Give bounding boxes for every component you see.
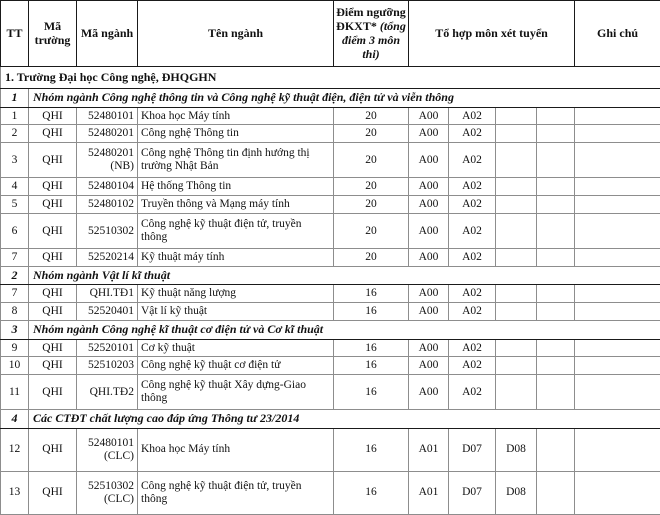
cell-ten-nganh: Vật lí kỹ thuật — [138, 303, 334, 321]
cell-to-hop-3: D08 — [496, 428, 537, 471]
cell-tt: 12 — [1, 428, 29, 471]
school-title-row — [1, 66, 660, 88]
cell-to-hop-3 — [496, 249, 537, 267]
cell-to-hop-3 — [496, 143, 537, 178]
cell-diem-nguong: 20 — [334, 214, 409, 249]
cell-diem-nguong: 16 — [334, 375, 409, 410]
cell-to-hop-2: A02 — [449, 375, 496, 410]
cell-ghi-chu — [575, 125, 660, 143]
cell-ma-truong: QHI — [29, 303, 77, 321]
cell-to-hop-3 — [496, 196, 537, 214]
ma-nganh-code: 52480201 — [88, 147, 134, 159]
cell-ten-nganh: Cơ kỹ thuật — [138, 339, 334, 357]
group-row — [1, 89, 660, 107]
cell-ten-nganh: Công nghệ kỹ thuật điện tử, truyền thông — [138, 214, 334, 249]
group-row — [1, 321, 660, 339]
cell-ghi-chu — [575, 303, 660, 321]
cell-ten-nganh: Công nghệ Thông tin — [138, 125, 334, 143]
cell-ma-truong: QHI — [29, 125, 77, 143]
cell-tt: 7 — [1, 249, 29, 267]
cell-ma-truong: QHI — [29, 214, 77, 249]
cell-to-hop-1: A00 — [409, 339, 449, 357]
table-row — [1, 143, 660, 178]
cell-to-hop-1: A01 — [409, 471, 449, 514]
cell-ten-nganh: Công nghệ kỹ thuật điện tử, truyền thông — [138, 471, 334, 514]
table-row — [1, 178, 660, 196]
cell-ghi-chu — [575, 143, 660, 178]
cell-to-hop-1: A01 — [409, 428, 449, 471]
ma-nganh-code: QHI.TĐ2 — [90, 386, 134, 398]
ma-nganh-suffix: (NB) — [80, 160, 134, 173]
cell-to-hop-1: A00 — [409, 125, 449, 143]
cell-ten-nganh: Công nghệ kỹ thuật cơ điện tử — [138, 357, 334, 375]
cell-ma-truong: QHI — [29, 249, 77, 267]
table-row — [1, 285, 660, 303]
cell-ma-nganh — [77, 196, 138, 214]
cell-to-hop-4 — [537, 178, 575, 196]
cell-tt: 2 — [1, 125, 29, 143]
table-row — [1, 125, 660, 143]
ma-nganh-code: 52480102 — [88, 198, 134, 210]
cell-tt: 7 — [1, 285, 29, 303]
cell-diem-nguong: 20 — [334, 178, 409, 196]
cell-ten-nganh: Công nghệ Thông tin định hướng thị trường Nhật Bản — [138, 143, 334, 178]
cell-to-hop-4 — [537, 107, 575, 125]
cell-ma-nganh — [77, 357, 138, 375]
cell-to-hop-4 — [537, 375, 575, 410]
cell-tt: 1 — [1, 107, 29, 125]
cell-to-hop-3 — [496, 339, 537, 357]
group-label: Nhóm ngành Công nghệ kĩ thuật cơ điện tử và Cơ kĩ thuật — [29, 321, 660, 339]
cell-tt: 4 — [1, 178, 29, 196]
cell-to-hop-1: A00 — [409, 357, 449, 375]
ma-nganh-code: 52520101 — [88, 342, 134, 354]
cell-ten-nganh: Kỹ thuật máy tính — [138, 249, 334, 267]
cell-diem-nguong: 16 — [334, 471, 409, 514]
table-row — [1, 357, 660, 375]
table-row — [1, 471, 660, 514]
header-diem-nguong — [334, 1, 409, 67]
group-label: Các CTĐT chất lượng cao đáp ứng Thông tư 23/2014 — [29, 410, 660, 428]
cell-ten-nganh: Kỹ thuật năng lượng — [138, 285, 334, 303]
cell-to-hop-3 — [496, 214, 537, 249]
group-number: 2 — [1, 266, 29, 284]
table-row — [1, 249, 660, 267]
cell-to-hop-1: A00 — [409, 143, 449, 178]
cell-to-hop-3: D08 — [496, 471, 537, 514]
cell-to-hop-1: A00 — [409, 196, 449, 214]
cell-tt: 10 — [1, 357, 29, 375]
cell-ma-truong: QHI — [29, 285, 77, 303]
cell-to-hop-4 — [537, 196, 575, 214]
cell-ma-truong: QHI — [29, 471, 77, 514]
cell-to-hop-2: A02 — [449, 339, 496, 357]
cell-to-hop-2: D07 — [449, 471, 496, 514]
ma-nganh-code: 52510203 — [88, 359, 134, 371]
cell-ma-nganh — [77, 339, 138, 357]
header-ghi-chu: Ghi chú — [575, 1, 660, 67]
cell-to-hop-4 — [537, 214, 575, 249]
cell-ghi-chu — [575, 375, 660, 410]
cell-to-hop-2: A02 — [449, 357, 496, 375]
header-row — [1, 1, 660, 67]
cell-ghi-chu — [575, 285, 660, 303]
cell-diem-nguong: 20 — [334, 107, 409, 125]
cell-to-hop-2: A02 — [449, 214, 496, 249]
cell-ghi-chu — [575, 249, 660, 267]
cell-to-hop-3 — [496, 107, 537, 125]
cell-ma-truong: QHI — [29, 375, 77, 410]
cell-to-hop-2: A02 — [449, 125, 496, 143]
cell-ma-nganh — [77, 285, 138, 303]
cell-ghi-chu — [575, 339, 660, 357]
cell-diem-nguong: 16 — [334, 285, 409, 303]
cell-to-hop-1: A00 — [409, 214, 449, 249]
table-row — [1, 303, 660, 321]
cell-ma-nganh — [77, 107, 138, 125]
cell-to-hop-2: A02 — [449, 249, 496, 267]
cell-ma-nganh — [77, 471, 138, 514]
group-row — [1, 266, 660, 284]
cell-to-hop-4 — [537, 428, 575, 471]
cell-ten-nganh: Công nghệ kỹ thuật Xây dựng-Giao thông — [138, 375, 334, 410]
cell-ma-truong: QHI — [29, 357, 77, 375]
table-row — [1, 375, 660, 410]
cell-diem-nguong: 20 — [334, 125, 409, 143]
cell-diem-nguong: 20 — [334, 196, 409, 214]
cell-to-hop-2: A02 — [449, 196, 496, 214]
cell-to-hop-1: A00 — [409, 303, 449, 321]
ma-nganh-code: 52520214 — [88, 251, 134, 263]
school-title: 1. Trường Đại học Công nghệ, ĐHQGHN — [1, 66, 660, 88]
cell-ma-truong: QHI — [29, 428, 77, 471]
ma-nganh-suffix: (CLC) — [80, 450, 134, 463]
ma-nganh-code: 52480201 — [88, 127, 134, 139]
cell-to-hop-4 — [537, 125, 575, 143]
ma-nganh-code: QHI.TĐ1 — [90, 287, 134, 299]
cell-ma-truong: QHI — [29, 339, 77, 357]
cell-ma-nganh — [77, 214, 138, 249]
cell-to-hop-2: A02 — [449, 178, 496, 196]
cell-diem-nguong: 16 — [334, 303, 409, 321]
cell-to-hop-1: A00 — [409, 107, 449, 125]
cell-ma-nganh — [77, 375, 138, 410]
cell-to-hop-4 — [537, 471, 575, 514]
cell-tt: 13 — [1, 471, 29, 514]
cell-ghi-chu — [575, 428, 660, 471]
cell-ghi-chu — [575, 214, 660, 249]
cell-ghi-chu — [575, 357, 660, 375]
header-ma-truong: Mã trường — [29, 1, 77, 67]
cell-to-hop-2: A02 — [449, 143, 496, 178]
group-number: 1 — [1, 89, 29, 107]
group-row — [1, 410, 660, 428]
cell-tt: 9 — [1, 339, 29, 357]
header-diem-nguong-main: Điểm ngưỡng ĐKXT* — [336, 5, 406, 33]
cell-ma-nganh — [77, 178, 138, 196]
group-label: Nhóm ngành Vật lí kĩ thuật — [29, 266, 660, 284]
table-header — [1, 1, 660, 67]
cell-to-hop-4 — [537, 339, 575, 357]
cell-to-hop-2: D07 — [449, 428, 496, 471]
cell-to-hop-1: A00 — [409, 285, 449, 303]
cell-to-hop-2: A02 — [449, 107, 496, 125]
cell-to-hop-3 — [496, 178, 537, 196]
cell-ghi-chu — [575, 471, 660, 514]
cell-ghi-chu — [575, 196, 660, 214]
cell-to-hop-1: A00 — [409, 178, 449, 196]
header-diem-nguong-note: (tổng điểm 3 môn thi) — [342, 19, 406, 61]
cell-ten-nganh: Truyền thông và Mạng máy tính — [138, 196, 334, 214]
cell-tt: 11 — [1, 375, 29, 410]
cell-to-hop-4 — [537, 249, 575, 267]
ma-nganh-code: 52520401 — [88, 305, 134, 317]
cell-ma-truong: QHI — [29, 107, 77, 125]
cell-to-hop-4 — [537, 357, 575, 375]
cell-diem-nguong: 16 — [334, 339, 409, 357]
table-row — [1, 339, 660, 357]
cell-to-hop-3 — [496, 375, 537, 410]
cell-tt: 6 — [1, 214, 29, 249]
cell-tt: 3 — [1, 143, 29, 178]
ma-nganh-code: 52480101 — [88, 110, 134, 122]
cell-to-hop-2: A02 — [449, 303, 496, 321]
cell-diem-nguong: 16 — [334, 428, 409, 471]
cell-diem-nguong: 16 — [334, 357, 409, 375]
cell-ten-nganh: Khoa học Máy tính — [138, 107, 334, 125]
ma-nganh-suffix: (CLC) — [80, 493, 134, 506]
cell-to-hop-4 — [537, 143, 575, 178]
header-tt: TT — [1, 1, 29, 67]
cell-ma-nganh — [77, 428, 138, 471]
cell-ma-nganh — [77, 143, 138, 178]
cell-ma-nganh — [77, 303, 138, 321]
cell-ghi-chu — [575, 107, 660, 125]
table-body — [1, 66, 660, 514]
cell-ma-nganh — [77, 125, 138, 143]
cell-ma-nganh — [77, 249, 138, 267]
cell-to-hop-3 — [496, 125, 537, 143]
cell-ma-truong: QHI — [29, 178, 77, 196]
group-number: 4 — [1, 410, 29, 428]
cell-ma-truong: QHI — [29, 143, 77, 178]
cell-ghi-chu — [575, 178, 660, 196]
cell-ten-nganh: Khoa học Máy tính — [138, 428, 334, 471]
table-row — [1, 196, 660, 214]
group-label: Nhóm ngành Công nghệ thông tin và Công nghệ kỹ thuật điện, điện tử và viễn thông — [29, 89, 660, 107]
cell-to-hop-2: A02 — [449, 285, 496, 303]
cell-to-hop-3 — [496, 357, 537, 375]
cell-diem-nguong: 20 — [334, 249, 409, 267]
header-ma-nganh: Mã ngành — [77, 1, 138, 67]
ma-nganh-code: 52480101 — [88, 437, 134, 449]
table-row — [1, 107, 660, 125]
cell-to-hop-4 — [537, 285, 575, 303]
group-number: 3 — [1, 321, 29, 339]
cell-ma-truong: QHI — [29, 196, 77, 214]
header-ten-nganh: Tên ngành — [138, 1, 334, 67]
cell-to-hop-3 — [496, 303, 537, 321]
cell-tt: 5 — [1, 196, 29, 214]
ma-nganh-code: 52510302 — [88, 225, 134, 237]
cell-ten-nganh: Hệ thống Thông tin — [138, 178, 334, 196]
table-row — [1, 428, 660, 471]
cell-to-hop-4 — [537, 303, 575, 321]
table-row — [1, 214, 660, 249]
cell-to-hop-1: A00 — [409, 249, 449, 267]
cell-to-hop-3 — [496, 285, 537, 303]
cell-to-hop-1: A00 — [409, 375, 449, 410]
cell-diem-nguong: 20 — [334, 143, 409, 178]
ma-nganh-code: 52480104 — [88, 180, 134, 192]
header-to-hop: Tổ hợp môn xét tuyển — [409, 1, 575, 67]
ma-nganh-code: 52510302 — [88, 480, 134, 492]
cell-tt: 8 — [1, 303, 29, 321]
